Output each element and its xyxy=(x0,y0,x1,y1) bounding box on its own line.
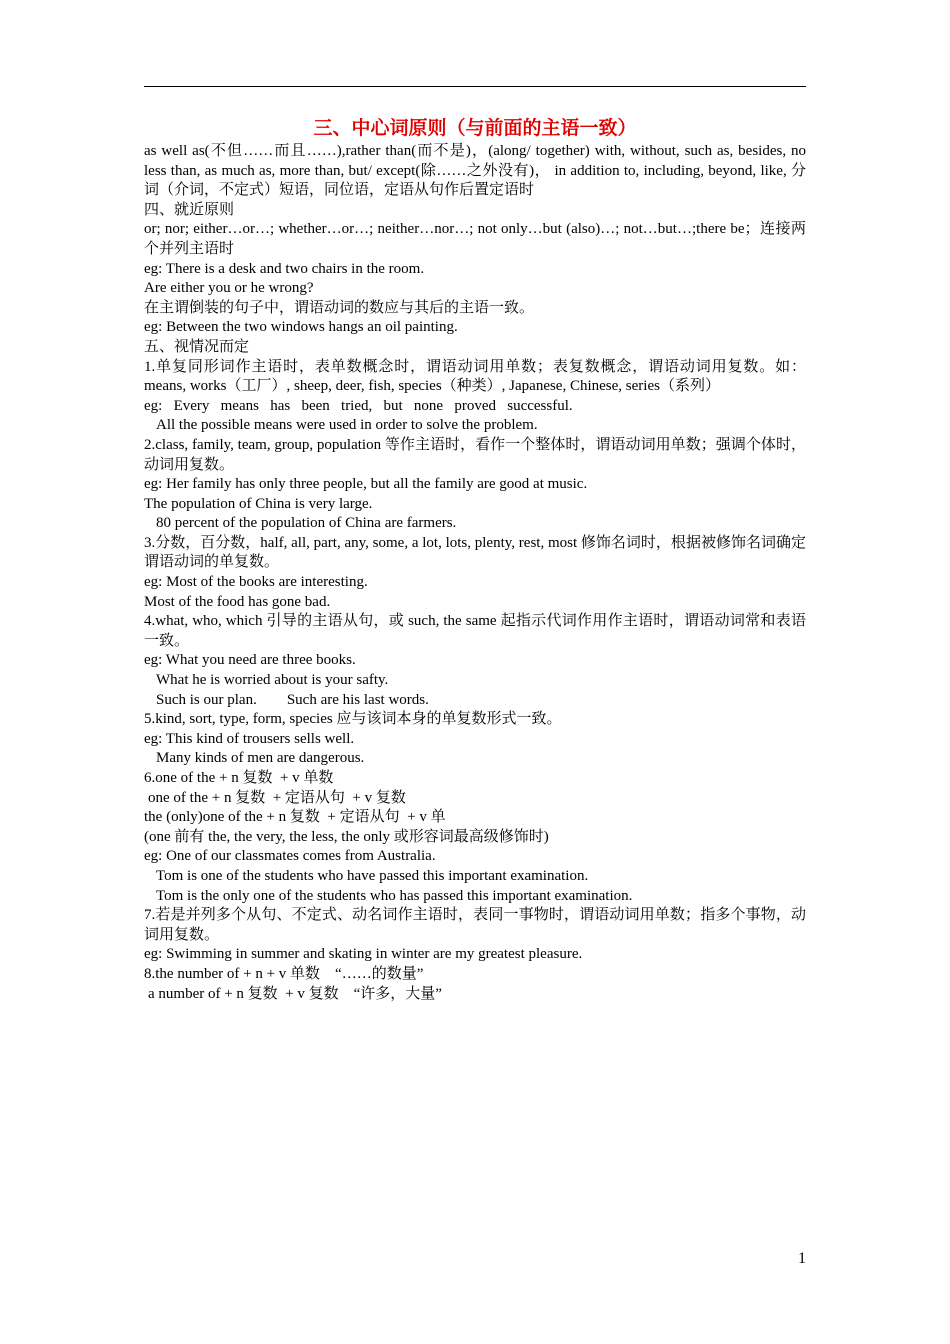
section-heading: 四、就近原则 xyxy=(144,201,235,218)
example-line: Many kinds of men are dangerous. xyxy=(156,750,365,767)
example-line: 80 percent of the population of China are farmers. xyxy=(156,515,457,532)
example-line: The population of China is very large. xyxy=(144,495,373,512)
text-line: or; nor; either…or…; whether…or…; neither…nor…; not only…but (also)…; not…but…;there be；连接两个并列主语时 xyxy=(144,221,806,257)
text-line: as well as(不但……而且……),rather than(而不是)，(along/ together) with, without, such as, besides, no less than, as much as, more than, but/ except(除……之外没有)， in addition to, including, beyond, like, 分词（介词，不定式）短语，同位语，定语从句作后置定语时 xyxy=(144,143,810,199)
text-line: a number of + n 复数 + v 复数 “许多，大量” xyxy=(148,985,442,1002)
example-line: Tom is the only one of the students who has passed this important examination. xyxy=(156,887,633,904)
text-line: 1.单复同形词作主语时，表单数概念时，谓语动词用单数；表复数概念，谓语动词用复数。如：means, works（工厂）, sheep, deer, fish, species（种类）, Japanese, Chinese, series（系列） xyxy=(144,358,806,395)
example-line: eg: This kind of trousers sells well. xyxy=(144,730,355,747)
text-line: the (only)one of the + n 复数 + 定语从句 + v 单 xyxy=(144,809,446,826)
text-line: 7.若是并列多个从句、不定式、动名词作主语时，表同一事物时，谓语动词用单数；指多个事物，动词用复数。 xyxy=(144,907,806,943)
header-rule xyxy=(144,86,806,87)
example-line: Such is our plan. Such are his last words. xyxy=(156,691,429,708)
text-line: 8.the number of + n + v 单数 “……的数量” xyxy=(144,965,424,982)
example-line: eg: Her family has only three people, but all the family are good at music. xyxy=(144,476,588,493)
example-line: Are either you or he wrong? xyxy=(144,280,314,297)
text-line: 6.one of the + n 复数 + v 单数 xyxy=(144,770,334,786)
section-heading: 五、视情况而定 xyxy=(144,338,250,355)
example-line: eg: There is a desk and two chairs in the room. xyxy=(144,260,425,277)
example-line: eg: Most of the books are interesting. xyxy=(144,574,368,591)
text-line: 3.分数，百分数，half, all, part, any, some, a lot, lots, plenty, rest, most 修饰名词时，根据被修饰名词确定谓语动词的单复数。 xyxy=(144,534,806,571)
example-line: eg: Every means has been tried, but none proved successful. xyxy=(144,397,573,414)
text-line: 2.class, family, team, group, population 等作主语时，看作一个整体时，谓语动词用单数；强调个体时，动词用复数。 xyxy=(144,436,806,473)
example-line: All the possible means were used in order to solve the problem. xyxy=(156,417,538,434)
example-line: eg: What you need are three books. xyxy=(144,652,356,669)
text-line: 4.what, who, which 引导的主语从句，或 such, the same 起指示代词作用作主语时，谓语动词常和表语一致。 xyxy=(144,613,806,649)
example-line: Most of the food has gone bad. xyxy=(144,593,331,610)
example-line: Tom is one of the students who have passed this important examination. xyxy=(156,867,589,884)
example-line: What he is worried about is your safty. xyxy=(156,672,389,689)
text-line: 在主谓倒装的句子中，谓语动词的数应与其后的主语一致。 xyxy=(144,299,535,316)
text-line: one of the + n 复数 + 定语从句 + v 复数 xyxy=(148,789,406,806)
example-line: eg: One of our classmates comes from Australia. xyxy=(144,848,436,865)
page-number: 1 xyxy=(798,1250,806,1267)
section-title: 三、中心词原则（与前面的主语一致） xyxy=(313,118,637,139)
text-line: 5.kind, sort, type, form, species 应与该词本身的单复数形式一致。 xyxy=(144,711,562,728)
text-line: (one 前有 the, the very, the less, the only 或形容词最高级修饰时) xyxy=(144,828,549,845)
example-line: eg: Swimming in summer and skating in winter are my greatest pleasure. xyxy=(144,946,583,963)
document-body xyxy=(144,142,810,1004)
example-line: eg: Between the two windows hangs an oil painting. xyxy=(144,319,458,336)
